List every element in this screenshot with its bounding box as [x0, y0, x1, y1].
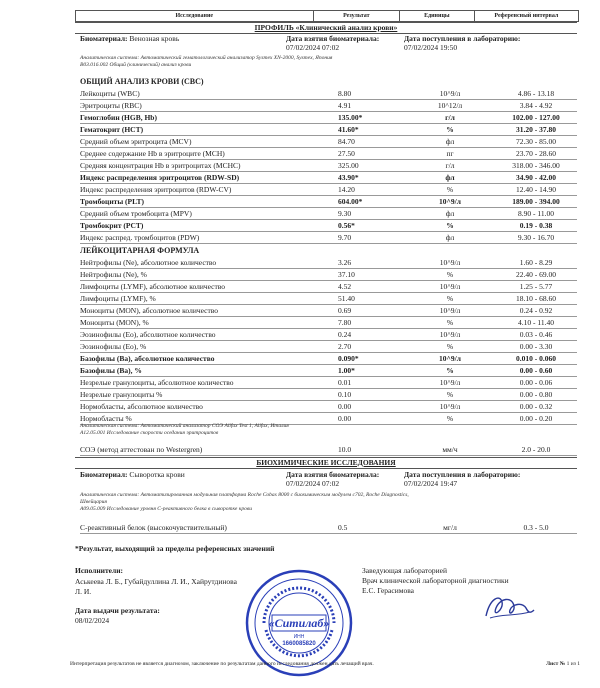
- result-row: [80, 353, 577, 365]
- test-name: Индекс распред. тромбоцитов (PDW): [80, 233, 200, 242]
- header-result: Результат: [314, 11, 400, 21]
- test-name: Тромбоциты (PLT): [80, 197, 144, 206]
- test-value: 37.10: [338, 270, 355, 279]
- result-row: [80, 444, 577, 456]
- result-row: [80, 232, 577, 244]
- test-unit: %: [446, 221, 454, 230]
- test-name: Эритроциты (RBC): [80, 101, 142, 110]
- result-row: [80, 341, 577, 353]
- section-leuko: ЛЕЙКОЦИТАРНАЯ ФОРМУЛА: [80, 246, 200, 255]
- footnote-out-of-range: *Результат, выходящий за пределы референсных значений: [75, 544, 275, 553]
- test-reference: 2.0 - 20.0: [521, 445, 551, 454]
- lab-received-1: Дата поступления в лабораторию: 07/02/2024 19:50: [404, 34, 521, 52]
- test-name: Средний объем эритроцита (MCV): [80, 137, 192, 146]
- test-reference: 31.20 - 37.80: [516, 125, 556, 134]
- result-row: [80, 377, 577, 389]
- result-row: [80, 365, 577, 377]
- result-row: [80, 305, 577, 317]
- test-unit: %: [446, 294, 454, 303]
- test-unit: 10^9/л: [439, 282, 461, 291]
- test-unit: %: [446, 414, 454, 423]
- test-name: Незрелые гранулоциты, абсолютное количество: [80, 378, 234, 387]
- test-unit: мм/ч: [442, 445, 458, 454]
- test-name: Эозинофилы (Eo), %: [80, 342, 147, 351]
- result-row: [80, 160, 577, 172]
- biochem-title: БИОХИМИЧЕСКИЕ ИССЛЕДОВАНИЯ: [75, 457, 577, 469]
- result-row: [80, 317, 577, 329]
- issue-date-label: Дата выдачи результата:: [75, 606, 160, 615]
- test-reference: 0.00 - 3.30: [519, 342, 553, 351]
- test-unit: 10^9/л: [439, 354, 461, 363]
- test-unit: %: [446, 270, 454, 279]
- seal-inn: 1660085820: [282, 641, 316, 647]
- test-unit: 10^9/л: [439, 330, 461, 339]
- test-name: Моноциты (MON), %: [80, 318, 149, 327]
- test-value: 7.80: [338, 318, 352, 327]
- test-name: С-реактивный белок (высокочувствительный): [80, 523, 227, 532]
- result-row: [80, 136, 577, 148]
- test-reference: 8.90 - 11.00: [518, 209, 554, 218]
- test-value: 1.00*: [338, 366, 355, 375]
- test-reference: 0.19 - 0.38: [519, 221, 553, 230]
- analyzer-note-3: Аналитическая система: Автоматизированная модульная платформа Roche Cobas 8000 с биохимическим модулем c702, Roche Diagnostics, Швейцария A09.05.009 Исследование уровня С-реактивного белка в сыворотке крови: [80, 492, 409, 512]
- test-reference: 0.3 - 5.0: [523, 523, 549, 532]
- test-unit: %: [446, 185, 454, 194]
- test-name: Тромбокрит (PCT): [80, 221, 144, 230]
- test-reference: 318.00 - 346.00: [512, 161, 560, 170]
- test-value: 0.10: [338, 390, 352, 399]
- test-unit: %: [446, 390, 454, 399]
- test-unit: фл: [445, 233, 455, 242]
- test-reference: 102.00 - 127.00: [512, 113, 560, 122]
- header-test: Исследование: [76, 11, 314, 21]
- test-name: СОЭ (метод аттестован по Westergren): [80, 445, 203, 454]
- test-name: Индекс распределения эритроцитов (RDW-SD): [80, 173, 240, 182]
- test-name: Лимфоциты (LYMF), %: [80, 294, 156, 303]
- test-reference: 12.40 - 14.90: [516, 185, 556, 194]
- analyzer-note-1: Аналитическая система: Автоматический гематологический анализатор Sysmex XN-2000, Sysmex, Япония B03.016.002 Общий (клинический) анализ крови: [80, 55, 333, 68]
- result-row: [80, 208, 577, 220]
- doctor-title: Врач клинической лабораторной диагностики: [362, 576, 509, 585]
- test-name: Нормобласты %: [80, 414, 132, 423]
- test-name: Эозинофилы (Eo), абсолютное количество: [80, 330, 216, 339]
- test-name: Средняя концентрация Hb в эритроцитах (MCHC): [80, 161, 241, 170]
- disclaimer: Интерпретация результатов не является диагнозом, заключение по результатам данного исследования должен дать лечащий врач.: [70, 661, 374, 667]
- test-value: 4.91: [338, 101, 352, 110]
- test-reference: 22.40 - 69.00: [516, 270, 556, 279]
- test-name: Базофилы (Ba), %: [80, 366, 142, 375]
- test-name: Нейтрофилы (Ne), абсолютное количество: [80, 258, 217, 267]
- test-unit: г/л: [445, 161, 455, 170]
- test-value: 325.00: [338, 161, 359, 170]
- test-reference: 34.90 - 42.00: [516, 173, 556, 182]
- seal-inn-label: ИНН: [293, 634, 305, 640]
- result-row: [80, 100, 577, 112]
- test-name: Нормобласты, абсолютное количество: [80, 402, 203, 411]
- doctor-signature: [478, 588, 538, 624]
- test-value: 0.69: [338, 306, 352, 315]
- result-row: [80, 220, 577, 232]
- test-value: 0.56*: [338, 221, 355, 230]
- test-name: Лейкоциты (WBC): [80, 89, 140, 98]
- test-unit: фл: [445, 173, 455, 182]
- result-row: [80, 281, 577, 293]
- test-unit: 10^9/л: [439, 402, 461, 411]
- page-footer: [70, 661, 580, 667]
- section-cbc: ОБЩИЙ АНАЛИЗ КРОВИ (CBC): [80, 77, 204, 86]
- test-name: Средний объем тромбоцита (MPV): [80, 209, 192, 218]
- test-reference: 72.30 - 85.00: [516, 137, 556, 146]
- test-value: 43.90*: [338, 173, 359, 182]
- test-name: Моноциты (MON), абсолютное количество: [80, 306, 218, 315]
- test-value: 10.0: [338, 445, 352, 454]
- result-row: [80, 401, 577, 413]
- test-reference: 0.00 - 0.20: [519, 414, 553, 423]
- result-row: [80, 329, 577, 341]
- test-unit: 10^9/л: [439, 378, 461, 387]
- test-unit: пг: [446, 149, 454, 158]
- executors-label: Исполнители:: [75, 566, 124, 575]
- biomaterial-2: Биоматериал: Сыворотка крови: [80, 470, 185, 479]
- test-unit: %: [446, 125, 454, 134]
- test-value: 27.50: [338, 149, 355, 158]
- test-reference: 0.03 - 0.46: [519, 330, 553, 339]
- test-value: 9.70: [338, 233, 352, 242]
- test-unit: %: [446, 342, 454, 351]
- test-name: Незрелые гранулоциты %: [80, 390, 163, 399]
- test-reference: 0.00 - 0.80: [519, 390, 553, 399]
- test-reference: 4.86 - 13.18: [517, 89, 555, 98]
- test-unit: г/л: [445, 113, 455, 122]
- header-reference: Референсный интервал: [494, 13, 559, 19]
- lab-head: Заведующая лабораторией: [362, 566, 447, 575]
- test-unit: 10^9/л: [439, 306, 461, 315]
- test-reference: 0.010 - 0.060: [516, 354, 556, 363]
- test-value: 0.01: [338, 378, 352, 387]
- biomaterial-1: Биоматериал: Венозная кровь: [80, 34, 180, 43]
- test-value: 8.80: [338, 89, 352, 98]
- test-reference: 0.00 - 0.06: [519, 378, 553, 387]
- test-name: Гематокрит (HCT): [80, 125, 144, 134]
- test-unit: 10^9/л: [439, 89, 461, 98]
- analyzer-note-2: Аналитическая система: Автоматический анализатор СОЭ Alifax Test 1, Alifax, Италия A12.05.001 Исследование скорости оседания эритроцитов: [80, 423, 289, 436]
- page-number: Лист № 1 из 1: [545, 661, 580, 667]
- result-row: [80, 196, 577, 208]
- result-row: [80, 148, 577, 160]
- test-value: 84.70: [338, 137, 355, 146]
- test-name: Индекс распределения эритроцитов (RDW-CV): [80, 185, 232, 194]
- result-row: [80, 88, 577, 100]
- test-name: Нейтрофилы (Ne), %: [80, 270, 147, 279]
- header-units: Единицы: [400, 11, 475, 21]
- collection-date-2: Дата взятия биоматериала: 07/02/2024 07:02: [286, 470, 380, 488]
- result-row: [80, 389, 577, 401]
- test-name: Базофилы (Ba), абсолютное количество: [80, 354, 215, 363]
- doctor-name: Е.С. Герасимова: [362, 586, 414, 595]
- table-header: [75, 10, 579, 22]
- test-unit: фл: [445, 209, 455, 218]
- executors-names: Аськеева Л. Б., Губайдуллина Л. И., Хайрутдинова Л. И.: [75, 577, 237, 596]
- test-value: 9.30: [338, 209, 352, 218]
- result-row: [80, 124, 577, 136]
- test-reference: 1.25 - 5.77: [519, 282, 553, 291]
- test-reference: 4.10 - 11.40: [518, 318, 554, 327]
- result-row: [80, 269, 577, 281]
- test-unit: мг/л: [443, 523, 457, 532]
- test-value: 0.090*: [338, 354, 359, 363]
- test-value: 41.60*: [338, 125, 359, 134]
- test-reference: 9.30 - 16.70: [517, 233, 555, 242]
- seal-name: «Ситилаб»: [268, 616, 330, 630]
- test-value: 3.26: [338, 258, 352, 267]
- test-reference: 0.00 - 0.32: [519, 402, 553, 411]
- test-reference: 3.84 - 4.92: [519, 101, 553, 110]
- result-row: [80, 112, 577, 124]
- test-value: 4.52: [338, 282, 352, 291]
- profile-title: ПРОФИЛЬ «Клинический анализ крови»: [75, 22, 577, 34]
- test-unit: 10^12/л: [437, 101, 463, 110]
- test-value: 0.00: [338, 402, 352, 411]
- test-reference: 0.24 - 0.92: [519, 306, 553, 315]
- test-value: 135.00*: [338, 113, 363, 122]
- result-row: [80, 172, 577, 184]
- test-unit: %: [446, 366, 454, 375]
- test-value: 604.00*: [338, 197, 363, 206]
- lab-received-2: Дата поступления в лабораторию: 07/02/2024 19:47: [404, 470, 521, 488]
- test-unit: 10^9/л: [439, 258, 461, 267]
- test-unit: %: [446, 318, 454, 327]
- test-unit: 10^9/л: [439, 197, 461, 206]
- result-row: [80, 293, 577, 305]
- test-reference: 0.00 - 0.60: [519, 366, 553, 375]
- test-value: 0.5: [338, 523, 348, 532]
- result-row: [80, 184, 577, 196]
- result-row: [80, 522, 577, 534]
- collection-date-1: Дата взятия биоматериала: 07/02/2024 07:02: [286, 34, 380, 52]
- test-name: Гемоглобин (HGB, Hb): [80, 113, 157, 122]
- test-value: 2.70: [338, 342, 352, 351]
- test-reference: 189.00 - 394.00: [512, 197, 560, 206]
- test-value: 14.20: [338, 185, 355, 194]
- test-reference: 23.70 - 28.60: [516, 149, 556, 158]
- test-name: Среднее содержание Hb в эритроците (MCH): [80, 149, 225, 158]
- test-reference: 18.10 - 68.60: [516, 294, 556, 303]
- test-value: 0.24: [338, 330, 352, 339]
- test-name: Лимфоциты (LYMF), абсолютное количество: [80, 282, 226, 291]
- test-reference: 1.60 - 8.29: [519, 258, 553, 267]
- issue-date: 08/02/2024: [75, 616, 110, 625]
- test-value: 0.00: [338, 414, 352, 423]
- test-value: 51.40: [338, 294, 355, 303]
- result-row: [80, 257, 577, 269]
- test-unit: фл: [445, 137, 455, 146]
